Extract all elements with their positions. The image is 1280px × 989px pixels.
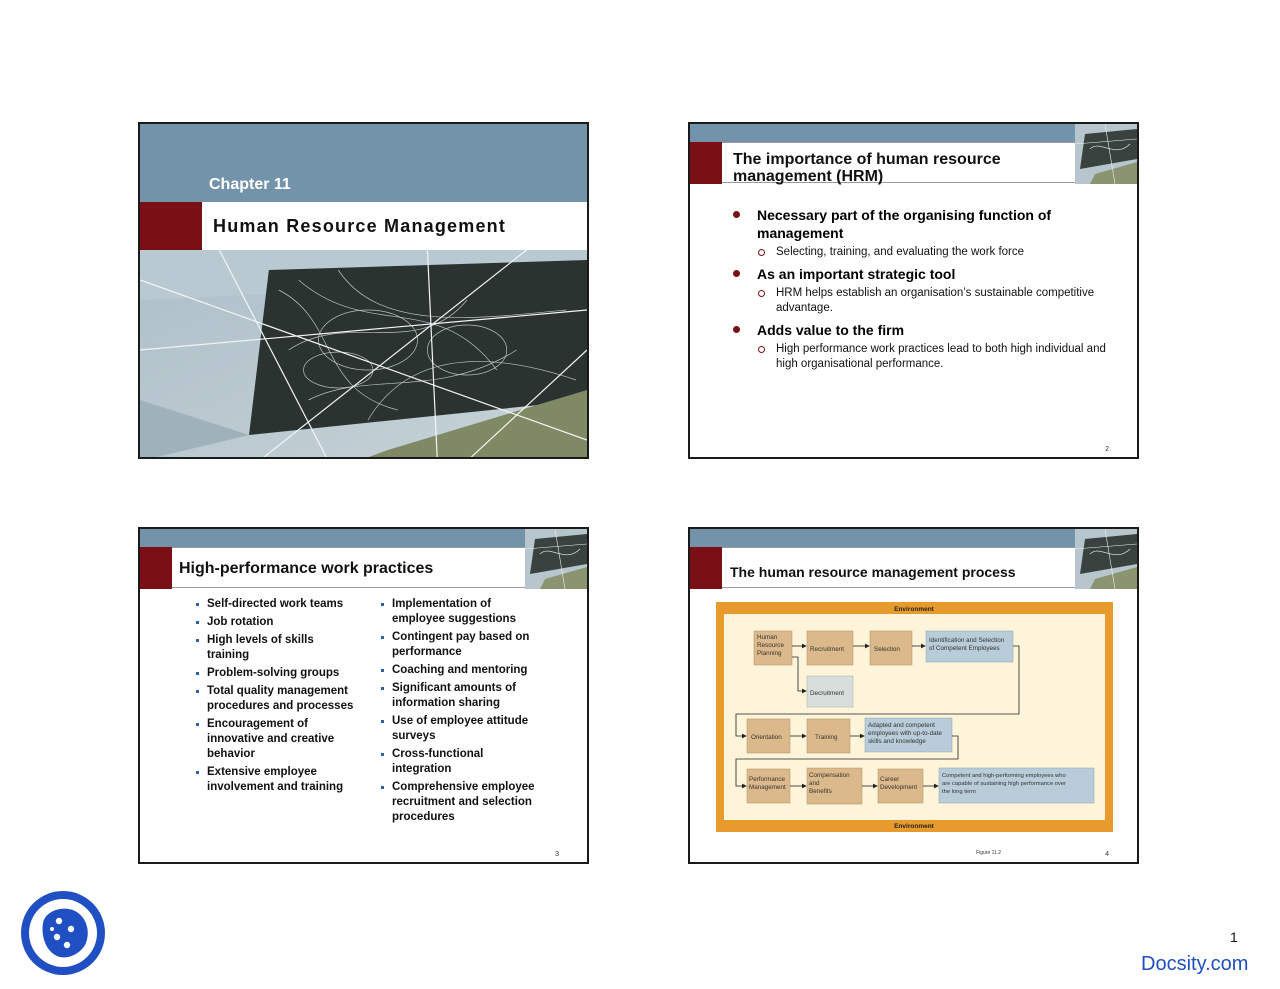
slide-2-title: The importance of human resource management (HRM) — [733, 151, 1001, 185]
list-item: Encouragement of innovative and creative behavior — [196, 717, 352, 762]
svg-text:Decruitment: Decruitment — [810, 690, 844, 697]
header-thumbnail-art — [525, 529, 587, 589]
list-item: Coaching and mentoring — [381, 663, 556, 678]
docsity-brand-link[interactable]: Docsity.com — [1141, 953, 1249, 975]
square-bullet-icon — [381, 636, 384, 639]
chalkboard-artwork — [140, 250, 587, 459]
svg-text:Performance: Performance — [749, 776, 786, 783]
environment-top-label: Environment — [894, 606, 934, 613]
svg-text:Career: Career — [880, 776, 900, 783]
slide-4-header-band — [690, 529, 1137, 547]
circle-bullet-icon — [758, 249, 765, 256]
practices-right-column — [381, 597, 556, 828]
slide-2 — [688, 122, 1139, 459]
sub-bullet-item: Selecting, training, and evaluating the work force — [730, 245, 1110, 260]
red-accent-block — [140, 202, 202, 250]
square-bullet-icon — [381, 720, 384, 723]
slide-1-header-band — [140, 124, 587, 202]
svg-text:are capable of sustaining high: are capable of sustaining high performance over — [942, 781, 1067, 787]
svg-text:Orientation: Orientation — [751, 734, 782, 741]
practices-left-column — [196, 597, 368, 798]
svg-text:skills and knowledge: skills and knowledge — [868, 738, 926, 745]
slide-number: 4 — [1105, 851, 1109, 858]
square-bullet-icon — [196, 771, 199, 774]
list-item: Self-directed work teams — [196, 597, 368, 612]
svg-text:Recruitment: Recruitment — [810, 646, 844, 653]
square-bullet-icon — [196, 639, 199, 642]
square-bullet-icon — [381, 603, 384, 606]
environment-bottom-label: Environment — [894, 823, 934, 830]
svg-text:Selection: Selection — [874, 646, 900, 653]
docsity-logo-icon — [19, 889, 107, 977]
red-accent-block — [140, 547, 172, 589]
red-accent-block — [690, 547, 722, 589]
list-item: Implementation of employee suggestions — [381, 597, 532, 627]
slide-3 — [138, 527, 589, 864]
svg-text:Competent and high-performing: Competent and high-performing employees who — [942, 773, 1066, 779]
list-item: High levels of skills training — [196, 633, 327, 663]
square-bullet-icon — [196, 621, 199, 624]
slide-4-title: The human resource management process — [730, 564, 1016, 580]
slide-4 — [688, 527, 1139, 864]
page-number: 1 — [1230, 929, 1238, 945]
slide-1 — [138, 122, 589, 459]
svg-text:employees with up-to-date: employees with up-to-date — [868, 730, 942, 737]
bullet-dot-icon — [733, 211, 740, 218]
bullet-dot-icon — [733, 270, 740, 277]
slide-2-header-band — [690, 124, 1137, 142]
bullet-list — [730, 206, 1110, 377]
list-item: Significant amounts of information sharing — [381, 681, 542, 711]
slide-number: 2 — [1105, 446, 1109, 453]
sub-bullet-item: HRM helps establish an organisation’s sustainable competitive advantage. — [730, 286, 1110, 316]
list-item: Total quality management procedures and processes — [196, 684, 368, 714]
circle-bullet-icon — [758, 290, 765, 297]
bullet-item: Adds value to the firm — [730, 321, 1110, 339]
chapter-label: Chapter 11 — [209, 176, 291, 193]
svg-text:Identification and Selection: Identification and Selection — [929, 637, 1005, 644]
square-bullet-icon — [196, 603, 199, 606]
list-item: Comprehensive employee recruitment and selection procedures — [381, 780, 560, 825]
bullet-dot-icon — [733, 326, 740, 333]
circle-bullet-icon — [758, 346, 765, 353]
hrm-process-diagram — [716, 602, 1113, 832]
figure-label: Figure 11.2 — [976, 850, 1001, 856]
slide-3-title: High-performance work practices — [179, 560, 434, 577]
svg-text:Adapted and competent: Adapted and competent — [868, 722, 935, 729]
svg-text:Training: Training — [815, 734, 838, 741]
svg-text:and: and — [809, 780, 820, 787]
bullet-item: As an important strategic tool — [730, 265, 1110, 283]
slide-number: 3 — [555, 851, 559, 858]
svg-text:the long term: the long term — [942, 789, 976, 795]
svg-text:Development: Development — [880, 784, 918, 791]
slide-3-header-band — [140, 529, 587, 547]
list-item: Contingent pay based on performance — [381, 630, 552, 660]
svg-text:Human: Human — [757, 634, 778, 641]
square-bullet-icon — [196, 690, 199, 693]
list-item: Cross-functional integration — [381, 747, 512, 777]
sub-bullet-item: High performance work practices lead to both high individual and high organisational performance. — [730, 342, 1110, 372]
bullet-item: Necessary part of the organising function of management — [730, 206, 1110, 242]
square-bullet-icon — [196, 672, 199, 675]
header-thumbnail-art — [1075, 124, 1137, 184]
list-item: Use of employee attitude surveys — [381, 714, 552, 744]
list-item: Extensive employee involvement and training — [196, 765, 367, 795]
square-bullet-icon — [196, 723, 199, 726]
square-bullet-icon — [381, 669, 384, 672]
svg-text:Planning: Planning — [757, 650, 782, 657]
svg-text:Compensation: Compensation — [809, 772, 850, 779]
svg-text:Resource: Resource — [757, 642, 784, 649]
list-item: Job rotation — [196, 615, 368, 630]
square-bullet-icon — [381, 753, 384, 756]
red-accent-block — [690, 142, 722, 184]
header-thumbnail-art — [1075, 529, 1137, 589]
svg-text:Benefits: Benefits — [809, 788, 832, 795]
slide-1-title: Human Resource Management — [213, 216, 507, 236]
svg-text:Management: Management — [749, 784, 786, 791]
svg-text:of Competent Employees: of Competent Employees — [929, 645, 1000, 652]
square-bullet-icon — [381, 687, 384, 690]
square-bullet-icon — [381, 786, 384, 789]
list-item: Problem-solving groups — [196, 666, 368, 681]
